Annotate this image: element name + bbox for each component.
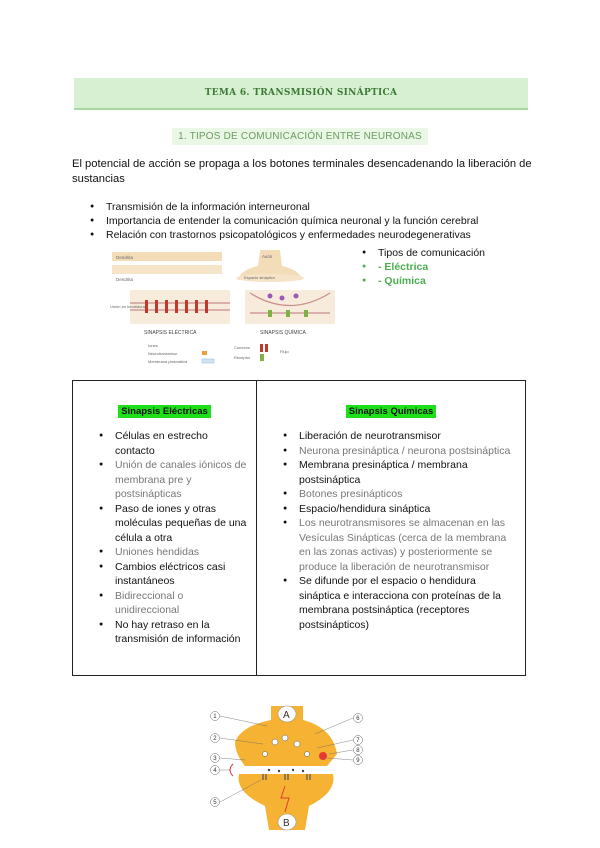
- list-item: ● Liberación de neurotransmisor: [283, 429, 515, 444]
- legend-swatch: [265, 344, 268, 352]
- legend-label: Receptor: [234, 355, 251, 360]
- electrical-heading: Sinapsis Eléctricas: [118, 405, 211, 418]
- chemical-list: [257, 429, 525, 632]
- list-item: ● Espacio/hendidura sináptica: [283, 502, 515, 517]
- dendrite-shape: [112, 265, 222, 274]
- list-item: ● Unión de canales iónicos de membrana pre y postsinápticas: [99, 458, 248, 502]
- list-item-electrical: ● - Eléctrica: [362, 260, 485, 274]
- legend-label: Flujo: [280, 349, 289, 354]
- legend-swatch: [260, 354, 264, 361]
- chemical-caption: SINAPSIS QUÍMICA: [260, 330, 306, 336]
- transporter-shape: [319, 752, 327, 760]
- label-a: A: [283, 710, 290, 721]
- list-item: ● Paso de iones y otras moléculas pequeñas de una célula a otra: [99, 502, 248, 546]
- electrical-column: [73, 381, 257, 675]
- svg-text:3: 3: [213, 756, 217, 762]
- legend-label: Membrana plasmática: [148, 359, 188, 364]
- figure-label: Dendrita: [116, 255, 134, 260]
- svg-text:4: 4: [213, 768, 217, 774]
- svg-text:8: 8: [356, 748, 360, 754]
- synapse-types-figure: [110, 248, 342, 373]
- list-item: ● Membrana presináptica / membrana postsináptica: [283, 458, 515, 487]
- legend-swatch: [260, 344, 263, 352]
- legend-swatch: [202, 351, 207, 355]
- electrical-caption: SINAPSIS ELÉCTRICA: [144, 330, 197, 336]
- page-title: TEMA 6. TRANSMISIÓN SINÁPTICA: [204, 88, 398, 98]
- legend-swatch: [202, 359, 214, 363]
- chemical-column: [257, 381, 525, 675]
- neurotransmitter-dots: [268, 769, 304, 772]
- communication-types-list: [362, 246, 485, 288]
- list-item: ● Uniones hendidas: [99, 545, 248, 560]
- chemical-heading: Sinapsis Químicas: [346, 405, 436, 418]
- list-item: ● Neurona presináptica / neurona postsináptica: [283, 444, 515, 459]
- figure-label: Unión en hendidura: [110, 304, 145, 309]
- title-band: [74, 78, 528, 110]
- intro-bullet-list: [90, 200, 530, 242]
- list-item: ● Los neurotransmisores se almacenan en las Vesículas Sinápticas (cerca de la membrana en las zonas activas) y posteriormente se produce la liberación de neurotransmisor: [283, 516, 515, 574]
- svg-text:2: 2: [213, 736, 217, 742]
- list-item: ● Importancia de entender la comunicación química neuronal y la función cerebral: [90, 214, 530, 228]
- figure-label: Dendrita: [116, 277, 134, 282]
- list-item: ● Bidireccional o unidireccional: [99, 589, 248, 618]
- intro-paragraph: El potencial de acción se propaga a los botones terminales desencadenando la liberación de sustancias: [72, 158, 532, 185]
- list-item: ● Relación con trastornos psicopatológicos y enfermedades neurodegenerativas: [90, 228, 530, 242]
- svg-text:1: 1: [213, 714, 217, 720]
- label-b: B: [283, 818, 290, 829]
- svg-text:7: 7: [356, 738, 360, 744]
- list-item: ● Tipos de comunicación: [362, 246, 485, 260]
- comparison-table: [72, 380, 526, 676]
- figure-label: Espacio sináptico: [244, 275, 276, 280]
- svg-text:5: 5: [213, 800, 217, 806]
- figure-label: Axón: [262, 254, 273, 259]
- list-item: ● Botones presinápticos: [283, 487, 515, 502]
- list-item: ● Transmisión de la información interneuronal: [90, 200, 530, 214]
- svg-text:9: 9: [356, 758, 360, 764]
- list-item: ● No hay retraso en la transmisión de información: [99, 618, 248, 647]
- chemical-synapse-figure: [205, 702, 370, 836]
- list-item: ● Cambios eléctricos casi instantáneos: [99, 560, 248, 589]
- section-heading: [0, 126, 600, 145]
- list-item: ● Se difunde por el espacio o hendidura sináptica e interacciona con proteínas de la membrana postsináptica (receptores postsinápticos): [283, 574, 515, 632]
- svg-text:6: 6: [356, 716, 360, 722]
- electrical-list: [73, 429, 256, 647]
- legend-label: Neurotransmisor: [148, 351, 178, 356]
- list-item: ● Células en estrecho contacto: [99, 429, 248, 458]
- legend-label: Conexón: [234, 345, 251, 350]
- section-heading-text: 1. TIPOS DE COMUNICACIÓN ENTRE NEURONAS: [172, 128, 428, 145]
- chemical-panel: [245, 290, 335, 324]
- legend-label: Iones: [148, 343, 158, 348]
- list-item-chemical: ● - Química: [362, 274, 485, 288]
